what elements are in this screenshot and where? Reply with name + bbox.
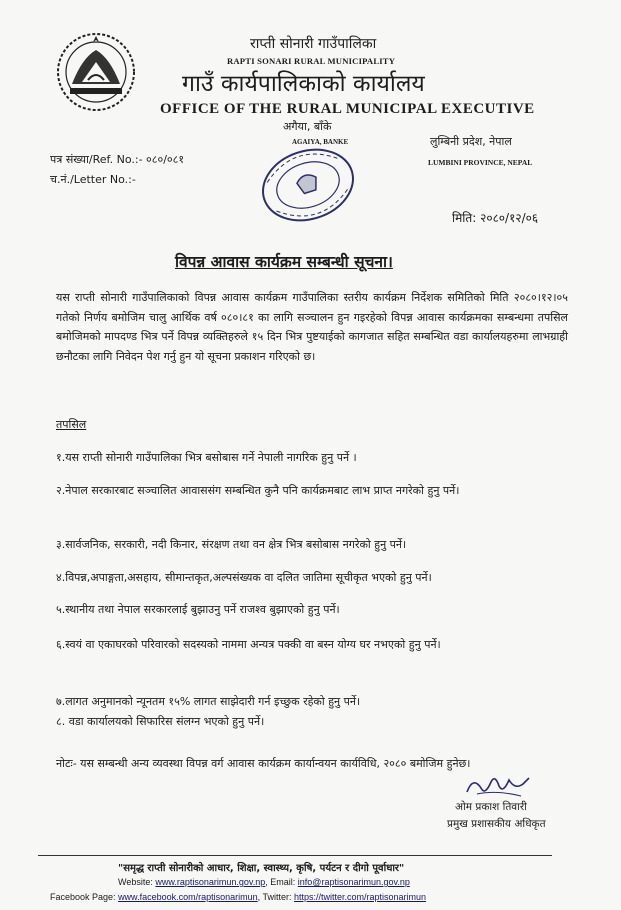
twitter-link[interactable]: https://twitter.com/raptisonarimun bbox=[293, 892, 427, 902]
municipality-name-english: RAPTI SONARI RURAL MUNICIPALITY bbox=[227, 56, 396, 66]
location-english: AGAIYA, BANKE bbox=[292, 138, 349, 146]
criteria-item-3: ३.सार्वजनिक, सरकारी, नदी किनार, संरक्षण तथा वन क्षेत्र भित्र बसोबास नगरेको हुनु पर्ने। bbox=[56, 538, 407, 551]
province-english: LUMBINI PROVINCE, NEPAL bbox=[428, 158, 533, 167]
nepal-emblem-logo bbox=[52, 28, 140, 114]
criteria-item-6: ६.स्वयं वा एकाघरको परिवारको सदस्यको नाममा अन्यत्र पक्की वा बस्न योग्य घर नभएको हुनु पर्ने। bbox=[56, 638, 441, 651]
office-name-english: OFFICE OF THE RURAL MUNICIPAL EXECUTIVE bbox=[160, 101, 535, 117]
footer-divider bbox=[38, 855, 552, 856]
criteria-item-2: २.नेपाल सरकारबाट सञ्चालित आवाससंग सम्बन्धित कुनै पनि कार्यक्रमबाट लाभ प्राप्त नगरेको हुनु पर्ने। bbox=[56, 484, 460, 497]
twitter-label: , Twitter: bbox=[257, 892, 292, 902]
footer-social-line bbox=[50, 892, 426, 902]
criteria-item-7: ७.लागत अनुमानको न्यूनतम १५% लागत साझेदारी गर्न इच्छुक रहेको हुनु पर्ने। bbox=[56, 695, 361, 708]
office-round-stamp bbox=[250, 140, 366, 230]
letter-date: मिति: २०८०/१२/०६ bbox=[452, 211, 539, 225]
facebook-label: Facebook Page: bbox=[50, 892, 116, 902]
letter-number: च.नं./Letter No.:- bbox=[50, 173, 136, 186]
criteria-item-1: १.यस राप्ती सोनारी गाउँपालिका भित्र बसोबास गर्ने नेपाली नागरिक हुनु पर्ने । bbox=[56, 451, 357, 464]
handwritten-signature bbox=[463, 772, 533, 800]
notice-note: नोटः- यस सम्बन्धी अन्य व्यवस्था विपन्न वर्ग आवास कार्यक्रम कार्यान्वयन कार्यविधि, २०८० बमोजिम हुनेछ। bbox=[56, 757, 471, 770]
facebook-link[interactable]: www.facebook.com/raptisonarimun bbox=[118, 892, 258, 902]
municipality-name-nepali: राप्ती सोनारी गाउँपालिका bbox=[250, 36, 377, 52]
footer-motto: "समृद्ध राप्ती सोनारीको आधार, शिक्षा, स्वास्थ्य, कृषि, पर्यटन र दीगो पूर्वाधार" bbox=[118, 863, 405, 874]
website-label: Website: bbox=[118, 877, 153, 887]
office-name-nepali: गाउँ कार्यपालिकाको कार्यालय bbox=[182, 71, 425, 97]
criteria-item-4: ४.विपन्न,अपाङ्गता,असहाय, सीमान्तकृत,अल्पसंख्यक वा दलित जातिमा सूचीकृत भएको हुनु पर्ने। bbox=[56, 571, 432, 584]
criteria-item-5: ५.स्थानीय तथा नेपाल सरकारलाई बुझाउनु पर्ने राजश्व बुझाएको हुनु पर्ने। bbox=[56, 603, 340, 616]
signatory-name: ओम प्रकाश तिवारी bbox=[455, 801, 527, 813]
criteria-item-8: ८. वडा कार्यालयको सिफारिस संलग्न भएको हुनु पर्ने। bbox=[56, 715, 265, 728]
details-heading: तपसिल bbox=[56, 418, 87, 431]
email-label: , Email: bbox=[265, 877, 296, 887]
province-nepali: लुम्बिनी प्रदेश, नेपाल bbox=[430, 135, 512, 148]
reference-number: पत्र संख्या/Ref. No.:- ०८०/०८१ bbox=[50, 153, 185, 166]
notice-title: विपन्न आवास कार्यक्रम सम्बन्धी सूचना। bbox=[175, 253, 393, 271]
website-link[interactable]: www.raptisonarimun.gov.np bbox=[155, 877, 266, 887]
notice-paragraph: यस राप्ती सोनारी गाउँपालिकाको विपन्न आवास कार्यक्रम गाउँपालिका स्तरीय कार्यक्रम निर्देशक समितिको मिति २०८०।१२।०५ गतेको निर्णय बमोजिम चालु आर्थिक वर्ष ०८०।८१ का लागि सञ्चालन हुन गइरहेको विपन्न आवास कार्यक्रमका सम्बन्धमा तपसिल बमोजिमको मापदण्ड भित्र पर्ने विपन्न व्यक्तिहरुले १५ दिन भित्र पुष्टयाईको कागजात सहित सम्बन्धित वडा कार्यालयहरुमा लाभग्राही छनौटका लागि निवेदन पेश गर्नु हुन यो सूचना प्रकाशन गरिएको छ। bbox=[56, 291, 568, 363]
location-nepali: अगैया, बाँके bbox=[283, 120, 332, 133]
email-link[interactable]: info@raptisonarimun.gov.np bbox=[297, 877, 410, 887]
footer-contact-line bbox=[118, 877, 410, 887]
signatory-post: प्रमुख प्रशासकीय अधिकृत bbox=[447, 818, 546, 830]
